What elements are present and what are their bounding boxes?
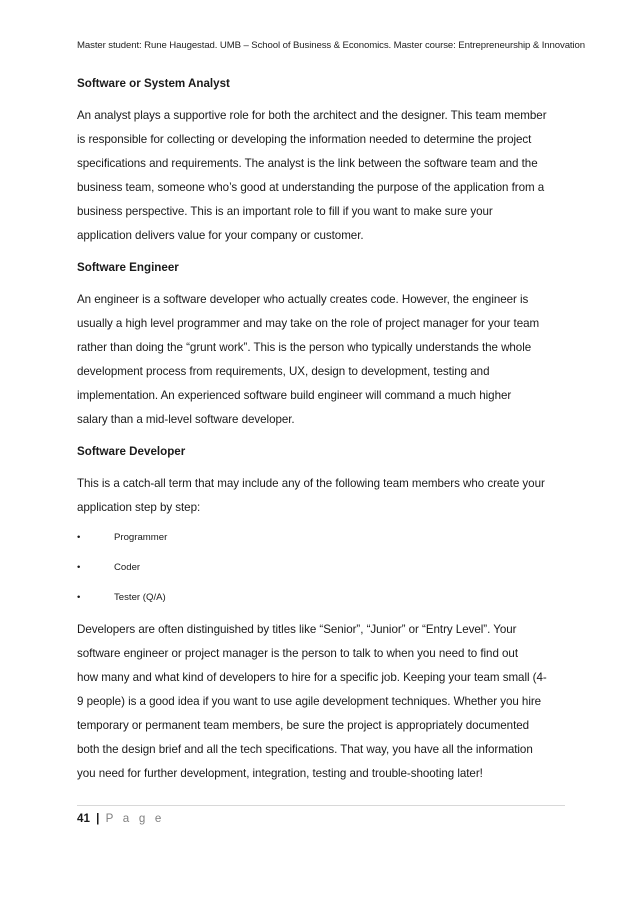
text-line: salary than a mid-level software developer.: [77, 413, 295, 426]
section-heading-analyst: Software or System Analyst: [77, 77, 230, 90]
text-line: business perspective. This is an important role to fill if you want to make sure your: [77, 205, 493, 218]
text-line: application delivers value for your company or customer.: [77, 229, 364, 242]
text-line: An engineer is a software developer who actually creates code. However, the engineer is: [77, 293, 529, 306]
section-heading-engineer: Software Engineer: [77, 261, 179, 274]
paragraph-developer-details: [77, 618, 569, 786]
page-footer: [77, 812, 165, 825]
developer-roles-list: [77, 528, 569, 608]
bullet-icon: •: [77, 592, 81, 603]
text-line: specifications and requirements. The analyst is the link between the software team and the: [77, 157, 538, 170]
text-line: software engineer or project manager is the person to talk to when you need to find out: [77, 647, 518, 660]
paragraph-developer-intro: [77, 472, 569, 520]
page-number: 41: [77, 812, 90, 825]
list-item: [77, 588, 569, 608]
text-line: application step by step:: [77, 501, 201, 514]
text-line: temporary or permanent team members, be sure the project is appropriately documented: [77, 719, 530, 732]
footer-divider: [77, 805, 565, 806]
paragraph-analyst: [77, 104, 569, 248]
text-line: how many and what kind of developers to hire for a specific job. Keeping your team small (4-: [77, 671, 547, 684]
text-line: both the design brief and all the tech specifications. That way, you have all the information: [77, 743, 533, 756]
list-item-label: Tester (Q/A): [114, 592, 166, 603]
text-line: is responsible for collecting or developing the information needed to determine the project: [77, 133, 532, 146]
text-line: usually a high level programmer and may take on the role of project manager for your team: [77, 317, 540, 330]
paragraph-engineer: [77, 288, 569, 432]
page-header: Master student: Rune Haugestad. UMB – School of Business & Economics. Master course: Entrepreneurship & Innovation: [77, 40, 585, 51]
text-line: Developers are often distinguished by titles like “Senior”, “Junior” or “Entry Level”. Your: [77, 623, 517, 636]
text-line: This is a catch-all term that may include any of the following team members who create your: [77, 477, 545, 490]
text-line: you need for further development, integration, testing and trouble-shooting later!: [77, 767, 483, 780]
bullet-icon: •: [77, 532, 81, 543]
text-line: development process from requirements, UX, design to development, testing and: [77, 365, 490, 378]
section-heading-developer: Software Developer: [77, 445, 186, 458]
text-line: business team, someone who’s good at understanding the purpose of the application from a: [77, 181, 545, 194]
page-label: P a g e: [105, 812, 165, 825]
bullet-icon: •: [77, 562, 81, 573]
text-line: An analyst plays a supportive role for both the architect and the designer. This team member: [77, 109, 547, 122]
list-item: [77, 558, 569, 578]
text-line: implementation. An experienced software build engineer will command a much higher: [77, 389, 512, 402]
text-line: rather than doing the “grunt work”. This is the person who typically understands the whole: [77, 341, 532, 354]
list-item: [77, 528, 569, 548]
text-line: 9 people) is a good idea if you want to use agile development techniques. Whether you hire: [77, 695, 542, 708]
list-item-label: Coder: [114, 562, 141, 573]
list-item-label: Programmer: [114, 532, 168, 543]
footer-separator: |: [96, 812, 100, 825]
page-body: [77, 72, 569, 794]
